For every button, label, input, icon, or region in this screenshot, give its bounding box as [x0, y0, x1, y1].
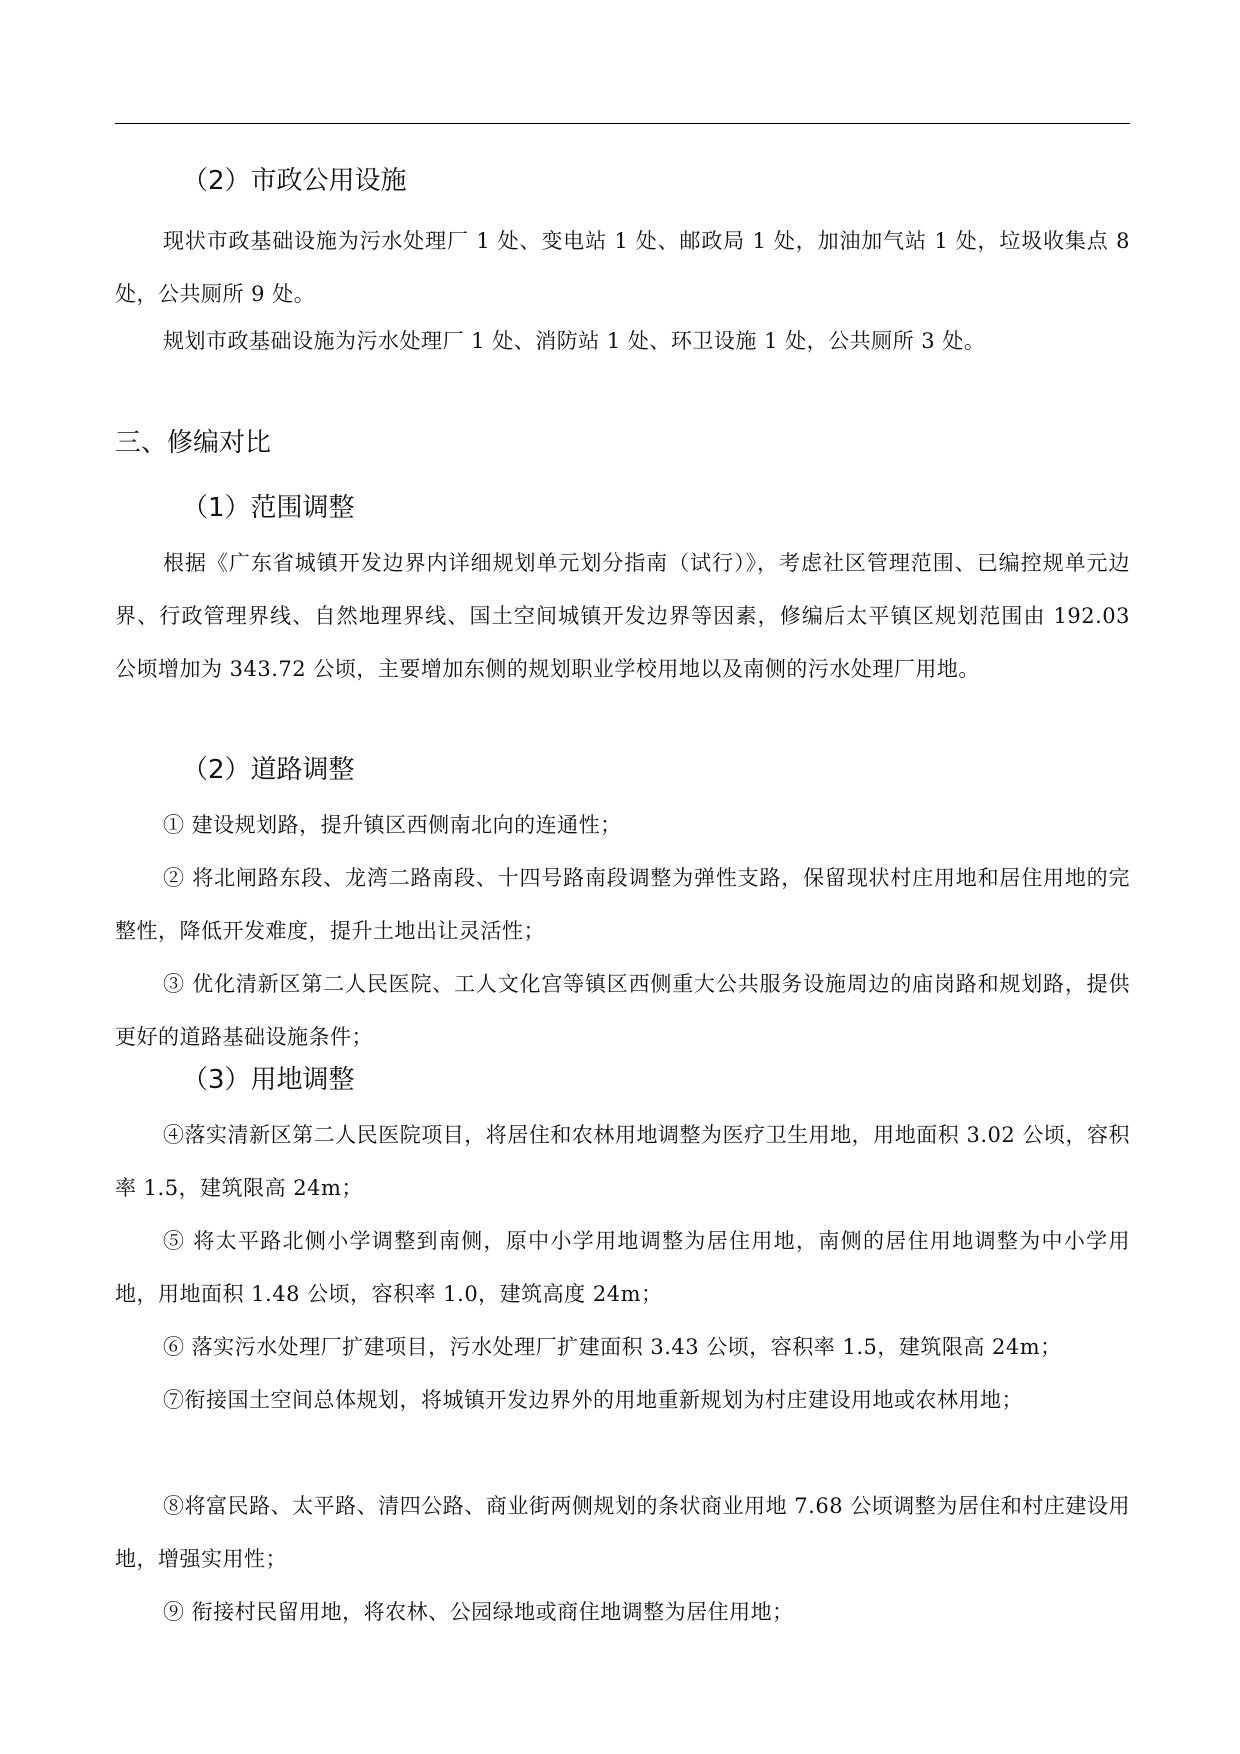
road-item-2: ② 将北闸路东段、龙湾二路南段、十四号路南段调整为弹性支路，保留现状村庄用地和居住用地的完整性，降低开发难度，提升土地出让灵活性； [115, 866, 1130, 943]
road-item-1: ① 建设规划路，提升镇区西侧南北向的连通性； [163, 813, 622, 837]
land-item-6: ⑥ 落实污水处理厂扩建项目，污水处理厂扩建面积 3.43 公顷，容积率 1.5，建筑限高 24m； [163, 1335, 1062, 1359]
land-item-9: ⑨ 衔接村民留用地，将农林、公园绿地或商住地调整为居住用地； [163, 1600, 794, 1624]
municipal-current-paragraph: 现状市政基础设施为污水处理厂 1 处、变电站 1 处、邮政局 1 处，加油加气站 1 处，垃圾收集点 8 处，公共厕所 9 处。 [115, 229, 1130, 306]
section-heading-revision-comparison: 三、修编对比 [115, 428, 272, 458]
scope-paragraph: 根据《广东省城镇开发边界内详细规划单元划分指南（试行）》，考虑社区管理范围、已编控规单元边界、行政管理界线、自然地理界线、国土空间城镇开发边界等因素，修编后太平镇区规划范围由 192.03 公顷增加为 343.72 公顷，主要增加东侧的规划职业学校用地以及南侧的污水处理厂用地。 [115, 551, 1130, 681]
road-item-3: ③ 优化清新区第二人民医院、工人文化宫等镇区西侧重大公共服务设施周边的庙岗路和规划路，提供更好的道路基础设施条件； [115, 972, 1130, 1049]
land-item-4: ④落实清新区第二人民医院项目，将居住和农林用地调整为医疗卫生用地，用地面积 3.02 公顷，容积率 1.5，建筑限高 24m； [115, 1123, 1130, 1200]
scope-heading: （1）范围调整 [182, 493, 355, 523]
land-item-8: ⑧将富民路、太平路、清四公路、商业街两侧规划的条状商业用地 7.68 公顷调整为居住和村庄建设用地，增强实用性； [115, 1494, 1130, 1571]
land-heading: （3）用地调整 [182, 1065, 355, 1095]
land-item-5: ⑤ 将太平路北侧小学调整到南侧，原中小学用地调整为居住用地，南侧的居住用地调整为中小学用地，用地面积 1.48 公顷，容积率 1.0，建筑高度 24m； [115, 1229, 1130, 1306]
header-rule [115, 123, 1130, 124]
land-item-7: ⑦衔接国土空间总体规划，将城镇开发边界外的用地重新规划为村庄建设用地或农林用地； [163, 1388, 1023, 1412]
road-heading: （2）道路调整 [182, 755, 355, 785]
municipal-heading: （2）市政公用设施 [182, 166, 407, 196]
municipal-planned-paragraph: 规划市政基础设施为污水处理厂 1 处、消防站 1 处、环卫设施 1 处，公共厕所 3 处。 [163, 329, 986, 353]
